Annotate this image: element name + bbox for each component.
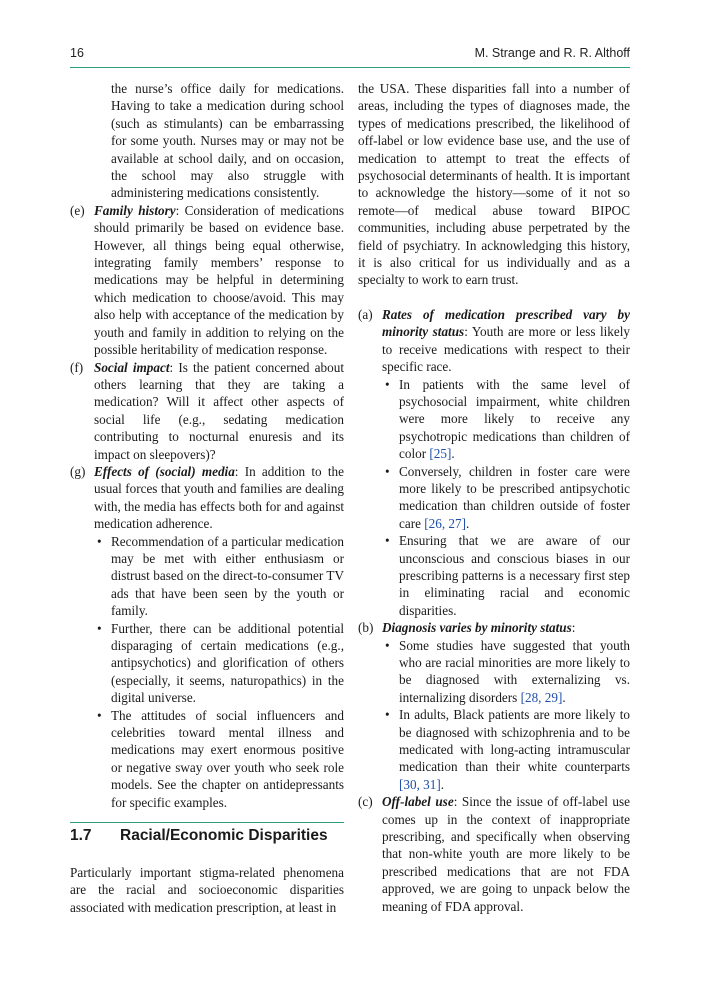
- intro-paragraph: the USA. These disparities fall into a number of areas, including the types of diagnoses made, the types of medications prescribed, the likelihood of off-label or low evidence base use, and the use of medication to attempt to treat the effects of psychosocial determinants of health. It is important to acknowledge the history—some of it not so remote—of medical abuse toward BIPOC communities, including abuse perpetrated by the field of psychiatry. In acknowledging this history, it is also critical for us individually and as a specialty to work to earn trust.: [358, 81, 630, 288]
- running-head: M. Strange and R. R. Althoff: [474, 46, 630, 60]
- right-column: [358, 80, 630, 915]
- bullet-icon: •: [385, 637, 390, 653]
- item-lead: Off-label use: [382, 794, 454, 810]
- bullet-text: Ensuring that we are aware of our unconscious and conscious biases in our prescribing patterns is a necessary first step in eliminating racial and economic disparities.: [399, 533, 630, 618]
- item-marker: (g): [70, 463, 86, 479]
- item-marker: (f): [70, 359, 84, 375]
- item-marker: (e): [70, 202, 85, 218]
- item-lead: Social impact: [94, 359, 170, 375]
- bullet-text: Further, there can be additional potential disparaging of certain medications (e.g., antipsychotics) and glorification of others (especially, it seems, naturopathics) in the digital universe.: [111, 620, 344, 706]
- bullet-item: [382, 376, 630, 463]
- bullet-item: [94, 533, 344, 620]
- bullet-item: [382, 532, 630, 619]
- spacer: [358, 289, 630, 306]
- bullet-icon: •: [385, 533, 390, 549]
- bullet-text: Conversely, children in foster care were more likely to be prescribed antipsychotic medication than children outside of foster care: [399, 463, 630, 531]
- item-lead: Rates of medication prescribed vary by minority status: [382, 306, 630, 340]
- list-item-f: [70, 359, 344, 463]
- continued-paragraph: the nurse’s office daily for medications. Having to take a medication during school (such as stimulants) can be embarrassing for some youth. Nurses may or may not be available at school daily, and on occasion, the school may also struggle with administering medications consistently.: [111, 81, 344, 201]
- bullet-text: Recommendation of a particular medication may be met with either enthusiasm or distrust based on the direct-to-consumer TV ads that have been seen by the youth or family.: [111, 533, 344, 619]
- bullet-tail: .: [440, 776, 445, 792]
- bullet-text: In patients with the same level of psychosocial impairment, white children were more likely to receive any psychotropic medications than children of color: [399, 376, 630, 462]
- bullet-tail: .: [466, 515, 470, 531]
- page-number: 16: [70, 46, 84, 60]
- item-lead: Family history: [94, 202, 176, 218]
- citation-link[interactable]: [28, 29]: [520, 689, 563, 705]
- bullet-item: [94, 707, 344, 811]
- section-heading: [70, 827, 344, 845]
- citation-link[interactable]: [25]: [429, 446, 452, 462]
- list-item-a: [358, 306, 630, 619]
- list-item-b: [358, 619, 630, 793]
- item-lead: Diagnosis varies by minority status: [382, 620, 572, 636]
- bullet-item: [382, 706, 630, 793]
- citation-link[interactable]: [30, 31]: [399, 776, 441, 792]
- item-marker: (b): [358, 620, 374, 636]
- item-text: :: [571, 620, 576, 636]
- bullet-list: [382, 376, 630, 620]
- list-item-g: [70, 463, 344, 811]
- item-marker: (c): [358, 794, 373, 810]
- header-rule: [70, 67, 630, 68]
- bullet-text: The attitudes of social influencers and celebrities toward mental illness and medications may exert enormous positive or negative sway over youth who seek role models. See the chapter on antidepressants for specific examples.: [111, 707, 344, 810]
- section-rule: [70, 822, 344, 823]
- item-lead: Effects of (social) media: [94, 463, 235, 479]
- bullet-text: In adults, Black patients are more likely to be diagnosed with schizophrenia and to be medicated with long-acting intramuscular medication than their white counterparts: [399, 707, 630, 775]
- bullet-icon: •: [97, 707, 102, 723]
- item-text: : Since the issue of off-label use comes up in the context of inappropriate prescribing, and specifically when observing that non-white youth are more likely to be prescribed medications that are not FDA approved, we are going to unpack below the meaning of FDA approval.: [382, 794, 631, 914]
- list-item-e: [70, 202, 344, 359]
- bullet-icon: •: [97, 620, 102, 636]
- page-header: [70, 44, 630, 64]
- item-marker: (a): [358, 306, 373, 322]
- bullet-icon: •: [385, 463, 390, 479]
- bullet-icon: •: [97, 533, 102, 549]
- bullet-tail: .: [451, 446, 455, 462]
- bullet-text: Some studies have suggested that youth who are racial minorities are more likely to be diagnosed with externalizing vs. internalizing disorders: [399, 637, 630, 705]
- item-text: : Youth are more or less likely to receive medications with respect to their specific race.: [382, 324, 630, 375]
- item-text: : In addition to the usual forces that youth and families are dealing with, the media has effects both for and against medication adherence.: [94, 463, 344, 532]
- bullet-icon: •: [385, 376, 390, 392]
- bullet-item: [382, 637, 630, 707]
- list-item-c: [358, 793, 630, 915]
- bullet-tail: .: [562, 689, 566, 705]
- bullet-list: [94, 533, 344, 812]
- bullet-list: [382, 637, 630, 794]
- left-column: [70, 80, 344, 811]
- bullet-item: [94, 620, 344, 707]
- section-title: Racial/Economic Disparities: [120, 827, 328, 844]
- section-number: 1.7: [70, 827, 92, 844]
- section-paragraph: Particularly important stigma-related phenomena are the racial and socioeconomic disparities associated with medication prescription, at least in: [70, 865, 344, 915]
- item-text: : Consideration of medications should primarily be based on evidence base. However, all things being equal otherwise, integrating family members’ response to medications may be helpful in determining which medication to choose/avoid. This may also help with acceptance of the medication by youth and family in addition to relying on the possible heritability of medication response.: [94, 202, 344, 358]
- item-text: : Is the patient concerned about others learning that they are taking a medication? Will it affect other aspects of social life (e.g., sedating medication contributing to nocturnal enuresis and its impact on sleepovers)?: [94, 359, 344, 462]
- citation-link[interactable]: [26, 27]: [424, 515, 467, 531]
- bullet-item: [382, 463, 630, 533]
- bullet-icon: •: [385, 707, 390, 723]
